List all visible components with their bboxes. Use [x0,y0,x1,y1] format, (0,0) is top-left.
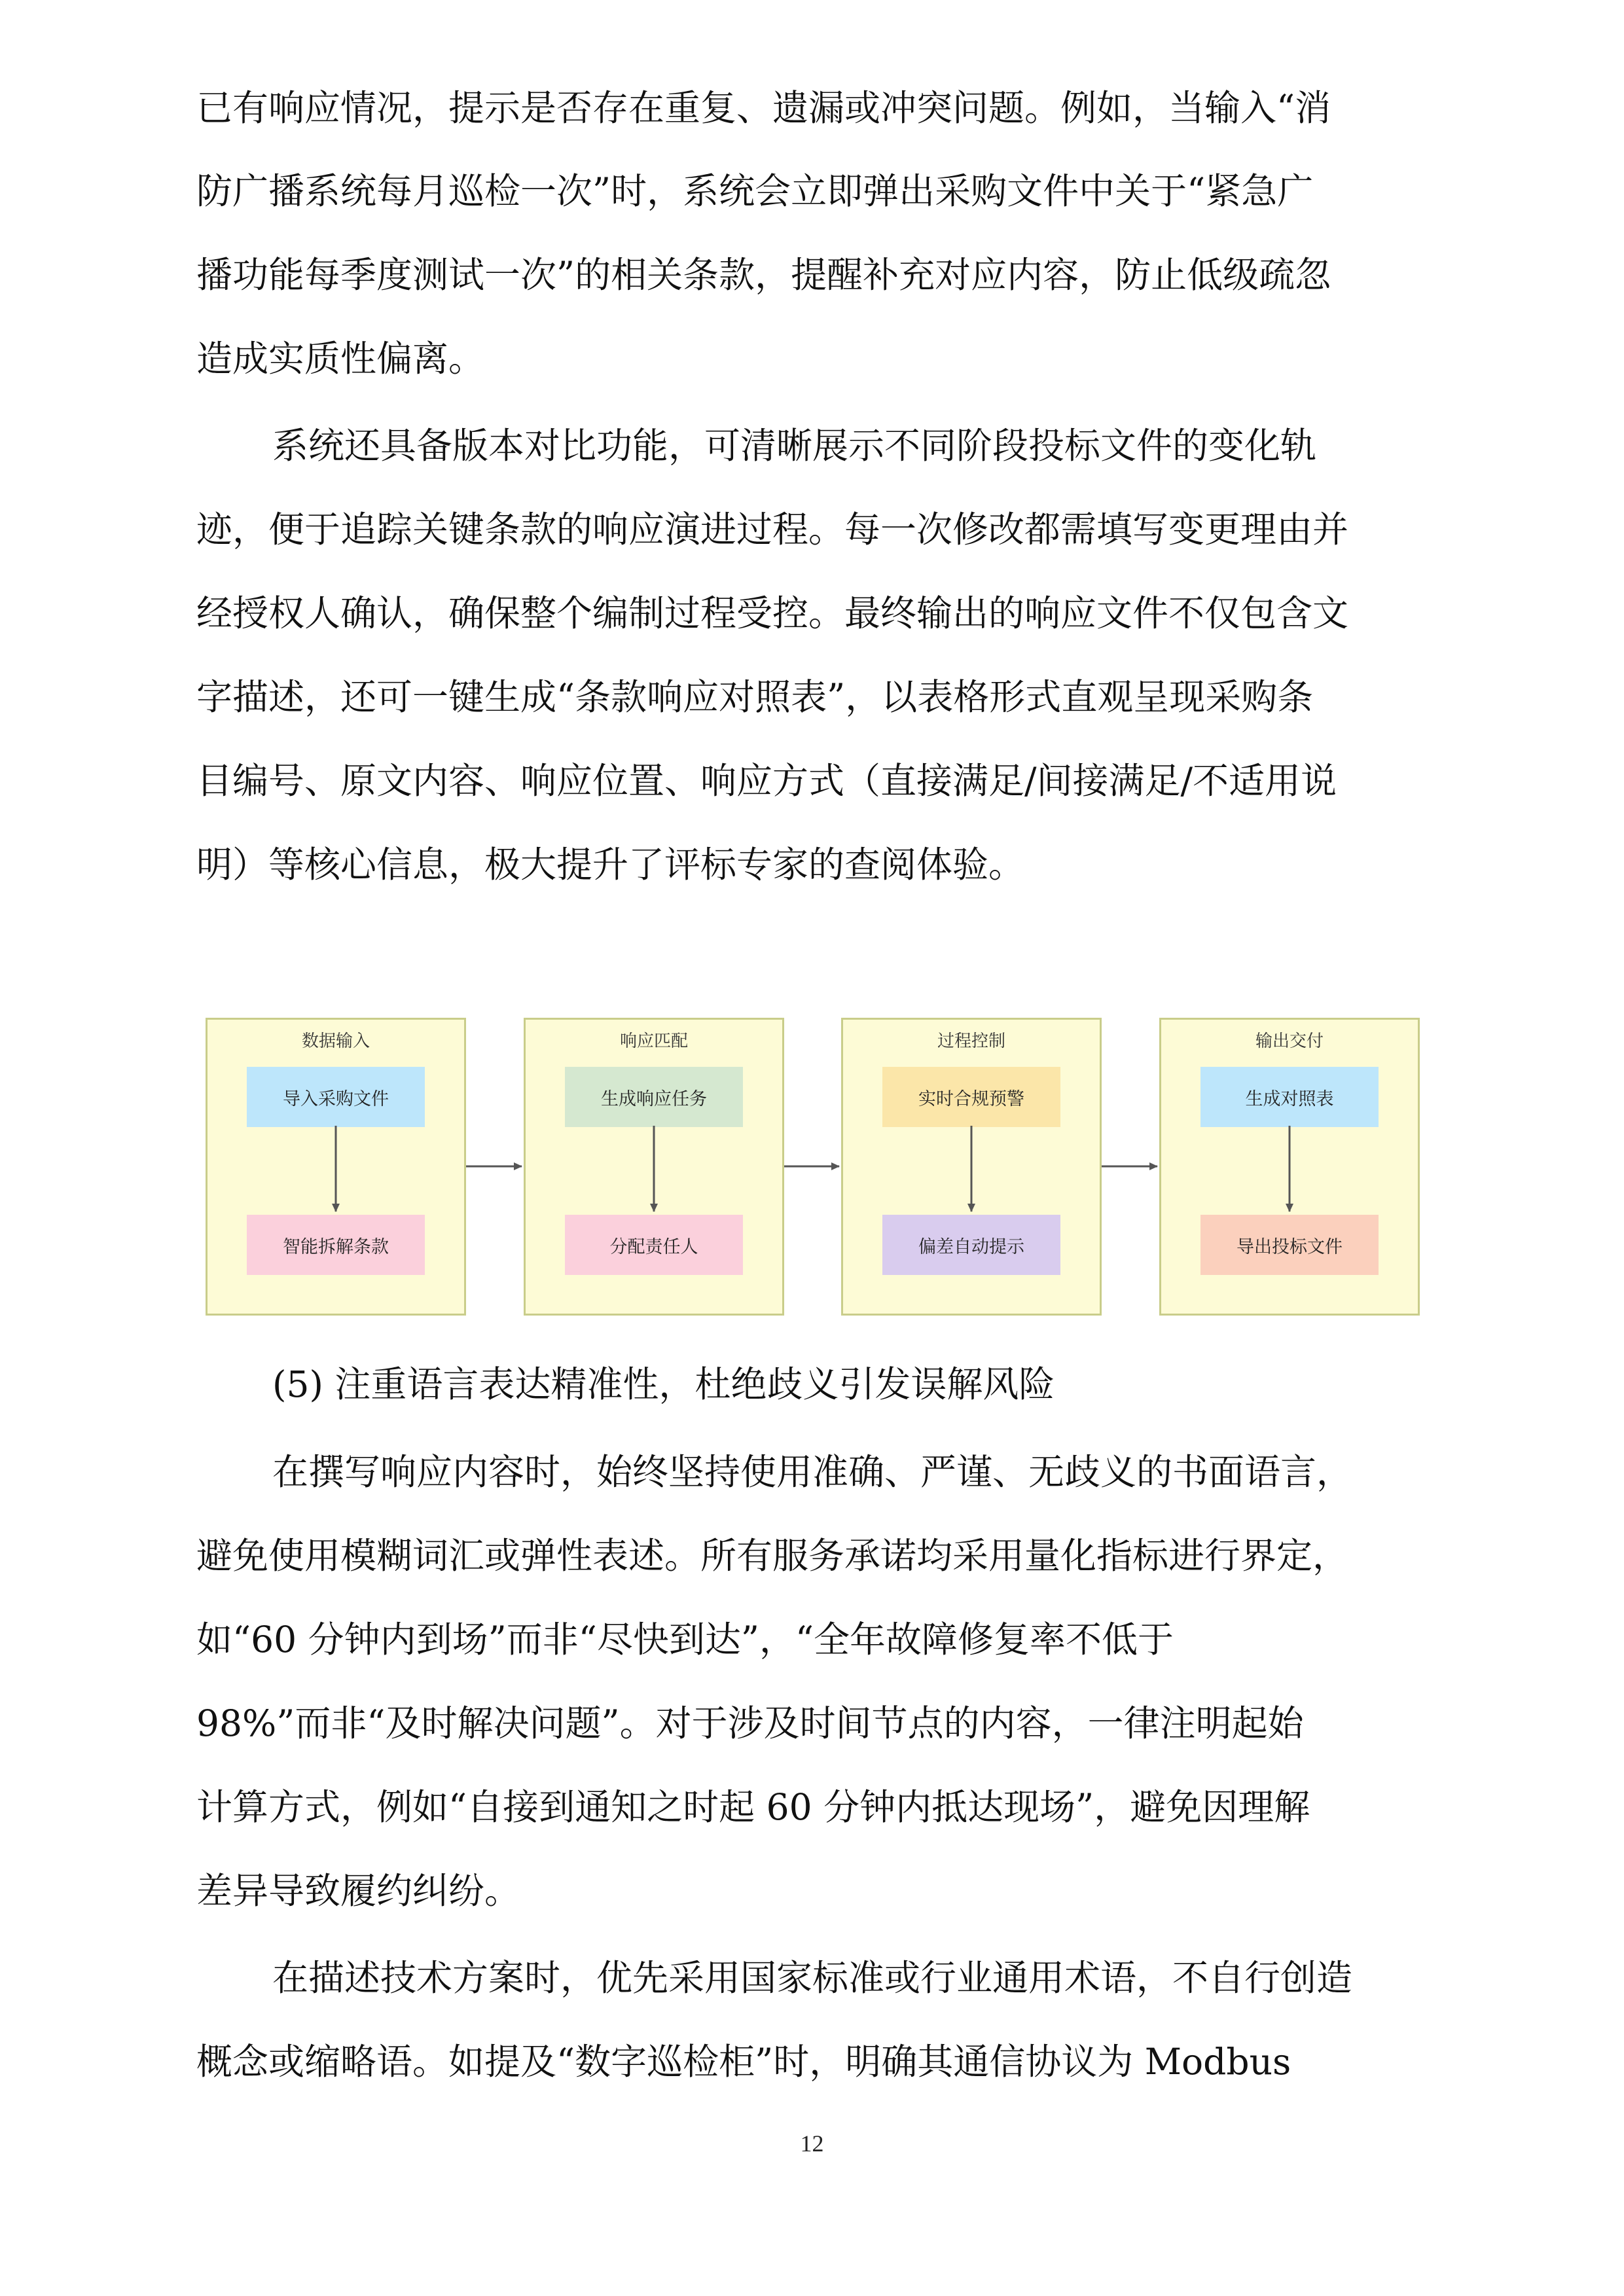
text-line: 如“60 分钟内到场”而非“尽快到达”，“全年故障修复率不低于 [196,1619,1174,1660]
text-line: 在撰写响应内容时，始终坚持使用准确、严谨、无歧义的书面语言， [272,1451,1353,1493]
node-generate-tasks: 生成响应任务 [565,1067,743,1127]
text-line: 98%”而非“及时解决问题”。对于涉及时间节点的内容，一律注明起始 [196,1702,1304,1744]
text-line: 目编号、原文内容、响应位置、响应方式（直接满足/间接满足/不适用说 [196,760,1337,802]
node-generate-table: 生成对照表 [1200,1067,1379,1127]
text-line: 经授权人确认，确保整个编制过程受控。最终输出的响应文件不仅包含文 [196,592,1349,634]
text-line: 概念或缩略语。如提及“数字巡检柜”时，明确其通信协议为 Modbus [196,2041,1291,2083]
node-assign-owner: 分配责任人 [565,1215,743,1275]
text-line: 计算方式，例如“自接到通知之时起 60 分钟内抵达现场”，避免因理解 [196,1786,1310,1828]
node-export-bid-file: 导出投标文件 [1200,1215,1379,1275]
text-line: 避免使用模糊词汇或弹性表述。所有服务承诺均采用量化指标进行界定， [196,1535,1349,1577]
section-heading: (5) 注重语言表达精准性，杜绝歧义引发误解风险 [272,1363,1055,1405]
stage-title: 过程控制 [937,1031,1005,1051]
text-line: 明）等核心信息，极大提升了评标专家的查阅体验。 [196,844,1025,886]
text-line: 防广播系统每月巡检一次”时，系统会立即弹出采购文件中关于“紧急广 [196,170,1314,212]
text-line: 已有响应情况，提示是否存在重复、遗漏或冲突问题。例如，当输入“消 [196,87,1331,129]
node-deviation-alert: 偏差自动提示 [882,1215,1060,1275]
text-line: 造成实质性偏离。 [196,338,485,380]
stage-title: 数据输入 [301,1031,370,1051]
text-line: 迹，便于追踪关键条款的响应演进过程。每一次修改都需填写变更理由并 [196,509,1349,550]
text-line: 播功能每季度测试一次”的相关条款，提醒补充对应内容，防止低级疏忽 [196,254,1331,296]
text-line: 差异导致履约纠纷。 [196,1870,521,1912]
text-line: 字描述，还可一键生成“条款响应对照表”，以表格形式直观呈现采购条 [196,676,1314,718]
page-number: 12 [800,2130,824,2157]
node-split-clauses: 智能拆解条款 [247,1215,425,1275]
stage-title: 响应匹配 [619,1031,688,1051]
node-compliance-warning: 实时合规预警 [882,1067,1060,1127]
text-line: 在描述技术方案时，优先采用国家标准或行业通用术语，不自行创造 [272,1957,1353,1999]
stage-title: 输出交付 [1255,1031,1324,1051]
text-line: 系统还具备版本对比功能，可清晰展示不同阶段投标文件的变化轨 [272,425,1317,467]
node-import-procurement-file: 导入采购文件 [247,1067,425,1127]
